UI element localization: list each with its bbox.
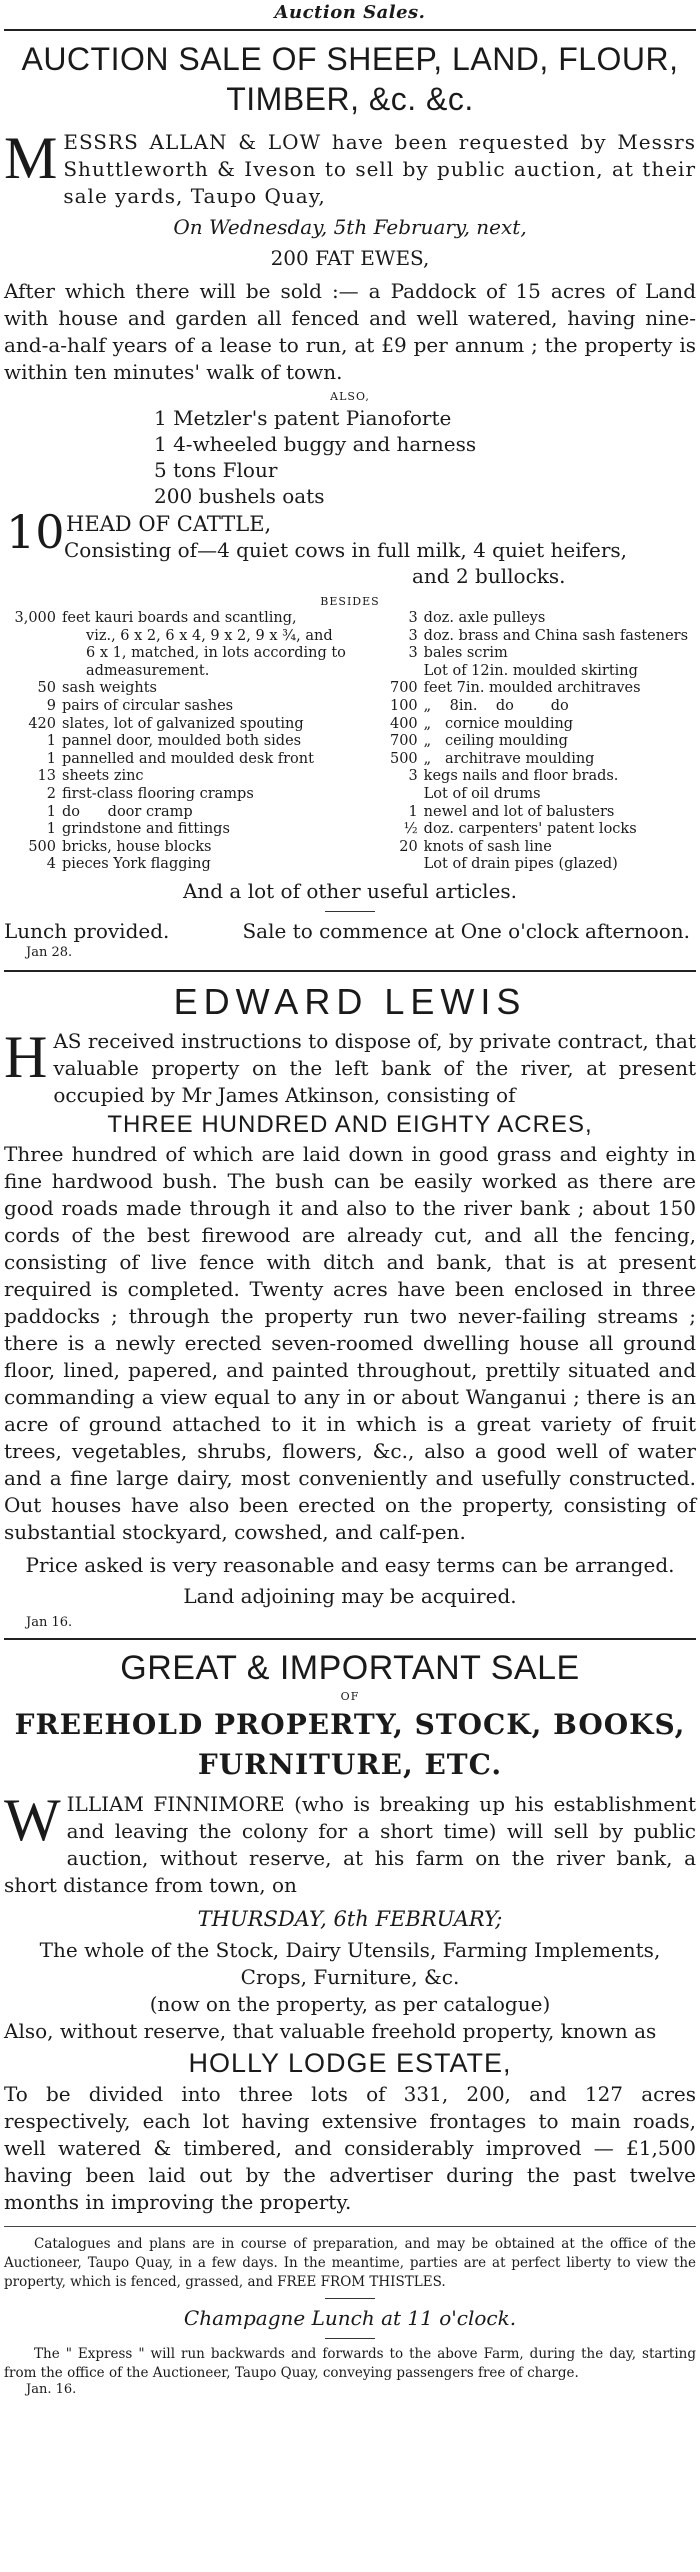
drop-cap: W	[4, 1786, 61, 1853]
cattle-detail-2: and 2 bullocks.	[412, 564, 566, 588]
list-item: 3 doz. brass and China sash fasteners	[408, 627, 689, 644]
list-item: admeasurement.	[86, 662, 210, 679]
divider	[325, 2338, 375, 2339]
ad3-intro-text: ILLIAM FINNIMORE (who is breaking up his establishment and leaving the colony for a short time) will sell by public auction, without reserve, at his farm on the river bank, a short distance from town, on	[4, 1791, 696, 1897]
section-header: Auction Sales.	[274, 2, 426, 23]
list-item: 13 sheets zinc	[37, 768, 144, 785]
ad3-express: The " Express " will run backwards and forwards to the above Farm, during the day, starting from the office of the Auctioneer, Taupo Quay, conveying passengers free of charge.	[4, 2345, 696, 2381]
ad-great-sale	[4, 1648, 696, 2397]
ad1-lunch: Lunch provided.	[4, 918, 170, 943]
list-item: 1 Metzler's patent Pianoforte	[154, 406, 452, 430]
ad3-line-1: FREEHOLD PROPERTY, STOCK, BOOKS,	[14, 1707, 686, 1741]
list-item: ½ doz. carpenters' patent locks	[403, 821, 637, 838]
ad-separator-rule	[4, 970, 696, 972]
list-item: 1 4-wheeled buggy and harness	[154, 432, 477, 456]
ad-separator-rule	[4, 1638, 696, 1640]
ad3-title: GREAT & IMPORTANT SALE	[120, 1648, 580, 1687]
list-item: 1 do door cramp	[46, 803, 193, 820]
ad1-cattle	[4, 505, 696, 591]
ad1-ewes: 200 FAT EWES,	[270, 246, 430, 270]
list-item: viz., 6 x 2, 6 x 4, 9 x 2, 9 x ¾, and	[86, 627, 333, 644]
list-item: 200 bushels oats	[154, 484, 325, 508]
ad2-title: EDWARD LEWIS	[173, 980, 527, 1022]
list-item: 1 grindstone and fittings	[46, 821, 230, 838]
ad3-champagne: Champagne Lunch at 11 o'clock.	[183, 2305, 517, 2330]
ad2-acres: THREE HUNDRED AND EIGHTY ACRES,	[107, 1110, 593, 1138]
list-item: Lot of oil drums	[423, 785, 541, 802]
ad1-goods-right	[372, 610, 696, 874]
list-item: Lot of 12in. moulded skirting	[423, 662, 638, 679]
ad2-body: Three hundred of which are laid down in good grass and eighty in fine hardwood bush. The bush can be easily worked as there are good roads made through it and also to the river bank ; about 150 cords of the best firewood are already cut, and all the fencing, consisting of live fence with ditch and bank, that is at present required is completed. Twenty acres have been enclosed in three paddocks ; through the property run two never-failing streams ; there is a newly erected seven-roomed dwelling house all ground floor, lined, papered, and painted throughout, prettily situated and commanding a view equal to any in or about Wanganui ; there is an acre of ground attached to it in which is a great variety of fruit trees, vegetables, shrubs, flowers, &c., also a good well of water and a fine large dairy, most conveniently and usefully constructed. Out houses have also been erected on the property, consisting of substantial stockyard, cowshed, and calf-pen.	[4, 1141, 696, 1544]
divider	[4, 2226, 696, 2227]
ad1-intro-text: ESSRS ALLAN & LOW have been requested by Messrs Shuttleworth & Iveson to sell by public auction, at their sale yards, Taupo Quay,	[63, 130, 696, 208]
ad1-other: And a lot of other useful articles.	[182, 878, 518, 903]
list-item: 5 tons Flour	[154, 458, 278, 482]
ad2-intro	[4, 1023, 696, 1109]
cattle-head: HEAD OF CATTLE,	[66, 512, 272, 536]
ad1-commence: Sale to commence at One o'clock afternoon.	[242, 918, 690, 943]
list-item: 20 knots of sash line	[399, 838, 552, 855]
list-item: 2 first-class flooring cramps	[46, 785, 254, 802]
ad-sheep-auction	[4, 39, 696, 962]
ad1-date-line: On Wednesday, 5th February, next,	[173, 215, 527, 239]
ad1-goods-columns	[4, 610, 696, 874]
list-item: 1 newel and lot of balusters	[408, 803, 615, 820]
ad2-date: Jan 16.	[26, 1614, 73, 1630]
ad3-also: Also, without reserve, that valuable freehold property, known as	[4, 2018, 657, 2043]
list-item: 3 kegs nails and floor brads.	[408, 768, 619, 785]
list-item: 400 „ cornice moulding	[389, 715, 574, 732]
ad3-whole: The whole of the Stock, Dairy Utensils, Farming Implements, Crops, Furniture, &c.	[39, 1937, 661, 1989]
list-item: Lot of drain pipes (glazed)	[423, 856, 618, 873]
ad1-after: After which there will be sold :— a Paddock of 15 acres of Land with house and garden all fenced and well watered, having nine-and-a-half years of a lease to run, at £9 per annum ; the property is within ten minutes' walk of town.	[4, 279, 696, 384]
list-item: 500 bricks, house blocks	[28, 838, 212, 855]
list-item: 1 pannelled and moulded desk front	[46, 750, 314, 767]
ad3-catalogues: Catalogues and plans are in course of preparation, and may be obtained at the office of the Auctioneer, Taupo Quay, in a few days. In the meantime, parties are at perfect liberty to view the property, which is fenced, grassed, and FREE FROM THISTLES.	[4, 2235, 696, 2290]
list-item: 50 sash weights	[37, 680, 157, 697]
list-item: 420 slates, lot of galvanized spouting	[28, 715, 304, 732]
ad1-goods-left	[4, 610, 366, 874]
drop-cap: H	[4, 1023, 48, 1090]
ad1-also-label: ALSO,	[330, 390, 370, 403]
ad3-divided: To be divided into three lots of 331, 200, and 127 acres respectively, each lot having extensive frontages to main roads, well watered & timbered, and considerably improved — £1,500 having been laid out by the advertiser during the past twelve months in improving the property.	[4, 2081, 696, 2214]
ad3-date: Jan. 16.	[26, 2381, 77, 2397]
list-item: 6 x 1, matched, in lots according to	[86, 645, 346, 662]
ad1-also-list	[154, 405, 696, 509]
list-item: 700 „ ceiling moulding	[389, 733, 568, 750]
ad3-line-2: FURNITURE, ETC.	[197, 1747, 503, 1781]
ad1-intro	[4, 125, 696, 210]
ad3-thursday: THURSDAY, 6th FEBRUARY;	[197, 1906, 503, 1931]
cattle-detail-1: Consisting of—4 quiet cows in full milk, 4 quiet heifers,	[64, 538, 628, 562]
ad2-price: Price asked is very reasonable and easy terms can be arranged.	[25, 1552, 675, 1577]
list-item: 100 „ 8in. do do	[389, 697, 569, 714]
list-item: 3 doz. axle pulleys	[408, 610, 546, 626]
ad1-headline-1: AUCTION SALE OF SHEEP, LAND, FLOUR,	[21, 41, 679, 77]
list-item: 9 pairs of circular sashes	[46, 697, 234, 714]
divider	[325, 2298, 375, 2299]
list-item: 4 pieces York flagging	[46, 856, 211, 873]
divider	[325, 911, 375, 912]
ad2-adjoining: Land adjoining may be acquired.	[183, 1583, 517, 1608]
header-rule	[4, 29, 696, 31]
ad1-lunch-line	[4, 918, 696, 944]
ad3-intro	[4, 1786, 696, 1899]
ad3-estate: HOLLY LODGE ESTATE,	[188, 2047, 512, 2078]
ad3-of: OF	[340, 1689, 360, 1703]
ad1-headline-2: TIMBER, &c. &c.	[226, 81, 474, 117]
list-item: 1 pannel door, moulded both sides	[46, 733, 302, 750]
drop-cap: M	[4, 125, 58, 191]
cattle-number: 10	[6, 505, 65, 559]
list-item: 3,000 feet kauri boards and scantling,	[14, 610, 297, 626]
ad1-date: Jan 28.	[26, 944, 73, 960]
ad-edward-lewis	[4, 980, 696, 1632]
list-item: 3 bales scrim	[408, 645, 508, 662]
list-item: 700 feet 7in. moulded architraves	[389, 680, 641, 697]
ad3-catalogue-note: (now on the property, as per catalogue)	[149, 1991, 551, 2016]
ad2-intro-text: AS received instructions to dispose of, by private contract, that valuable property on the left bank of the river, at present occupied by Mr James Atkinson, consisting of	[53, 1028, 696, 1107]
ad1-besides-label: BESIDES	[320, 595, 380, 608]
list-item: 500 „ architrave moulding	[389, 750, 595, 767]
